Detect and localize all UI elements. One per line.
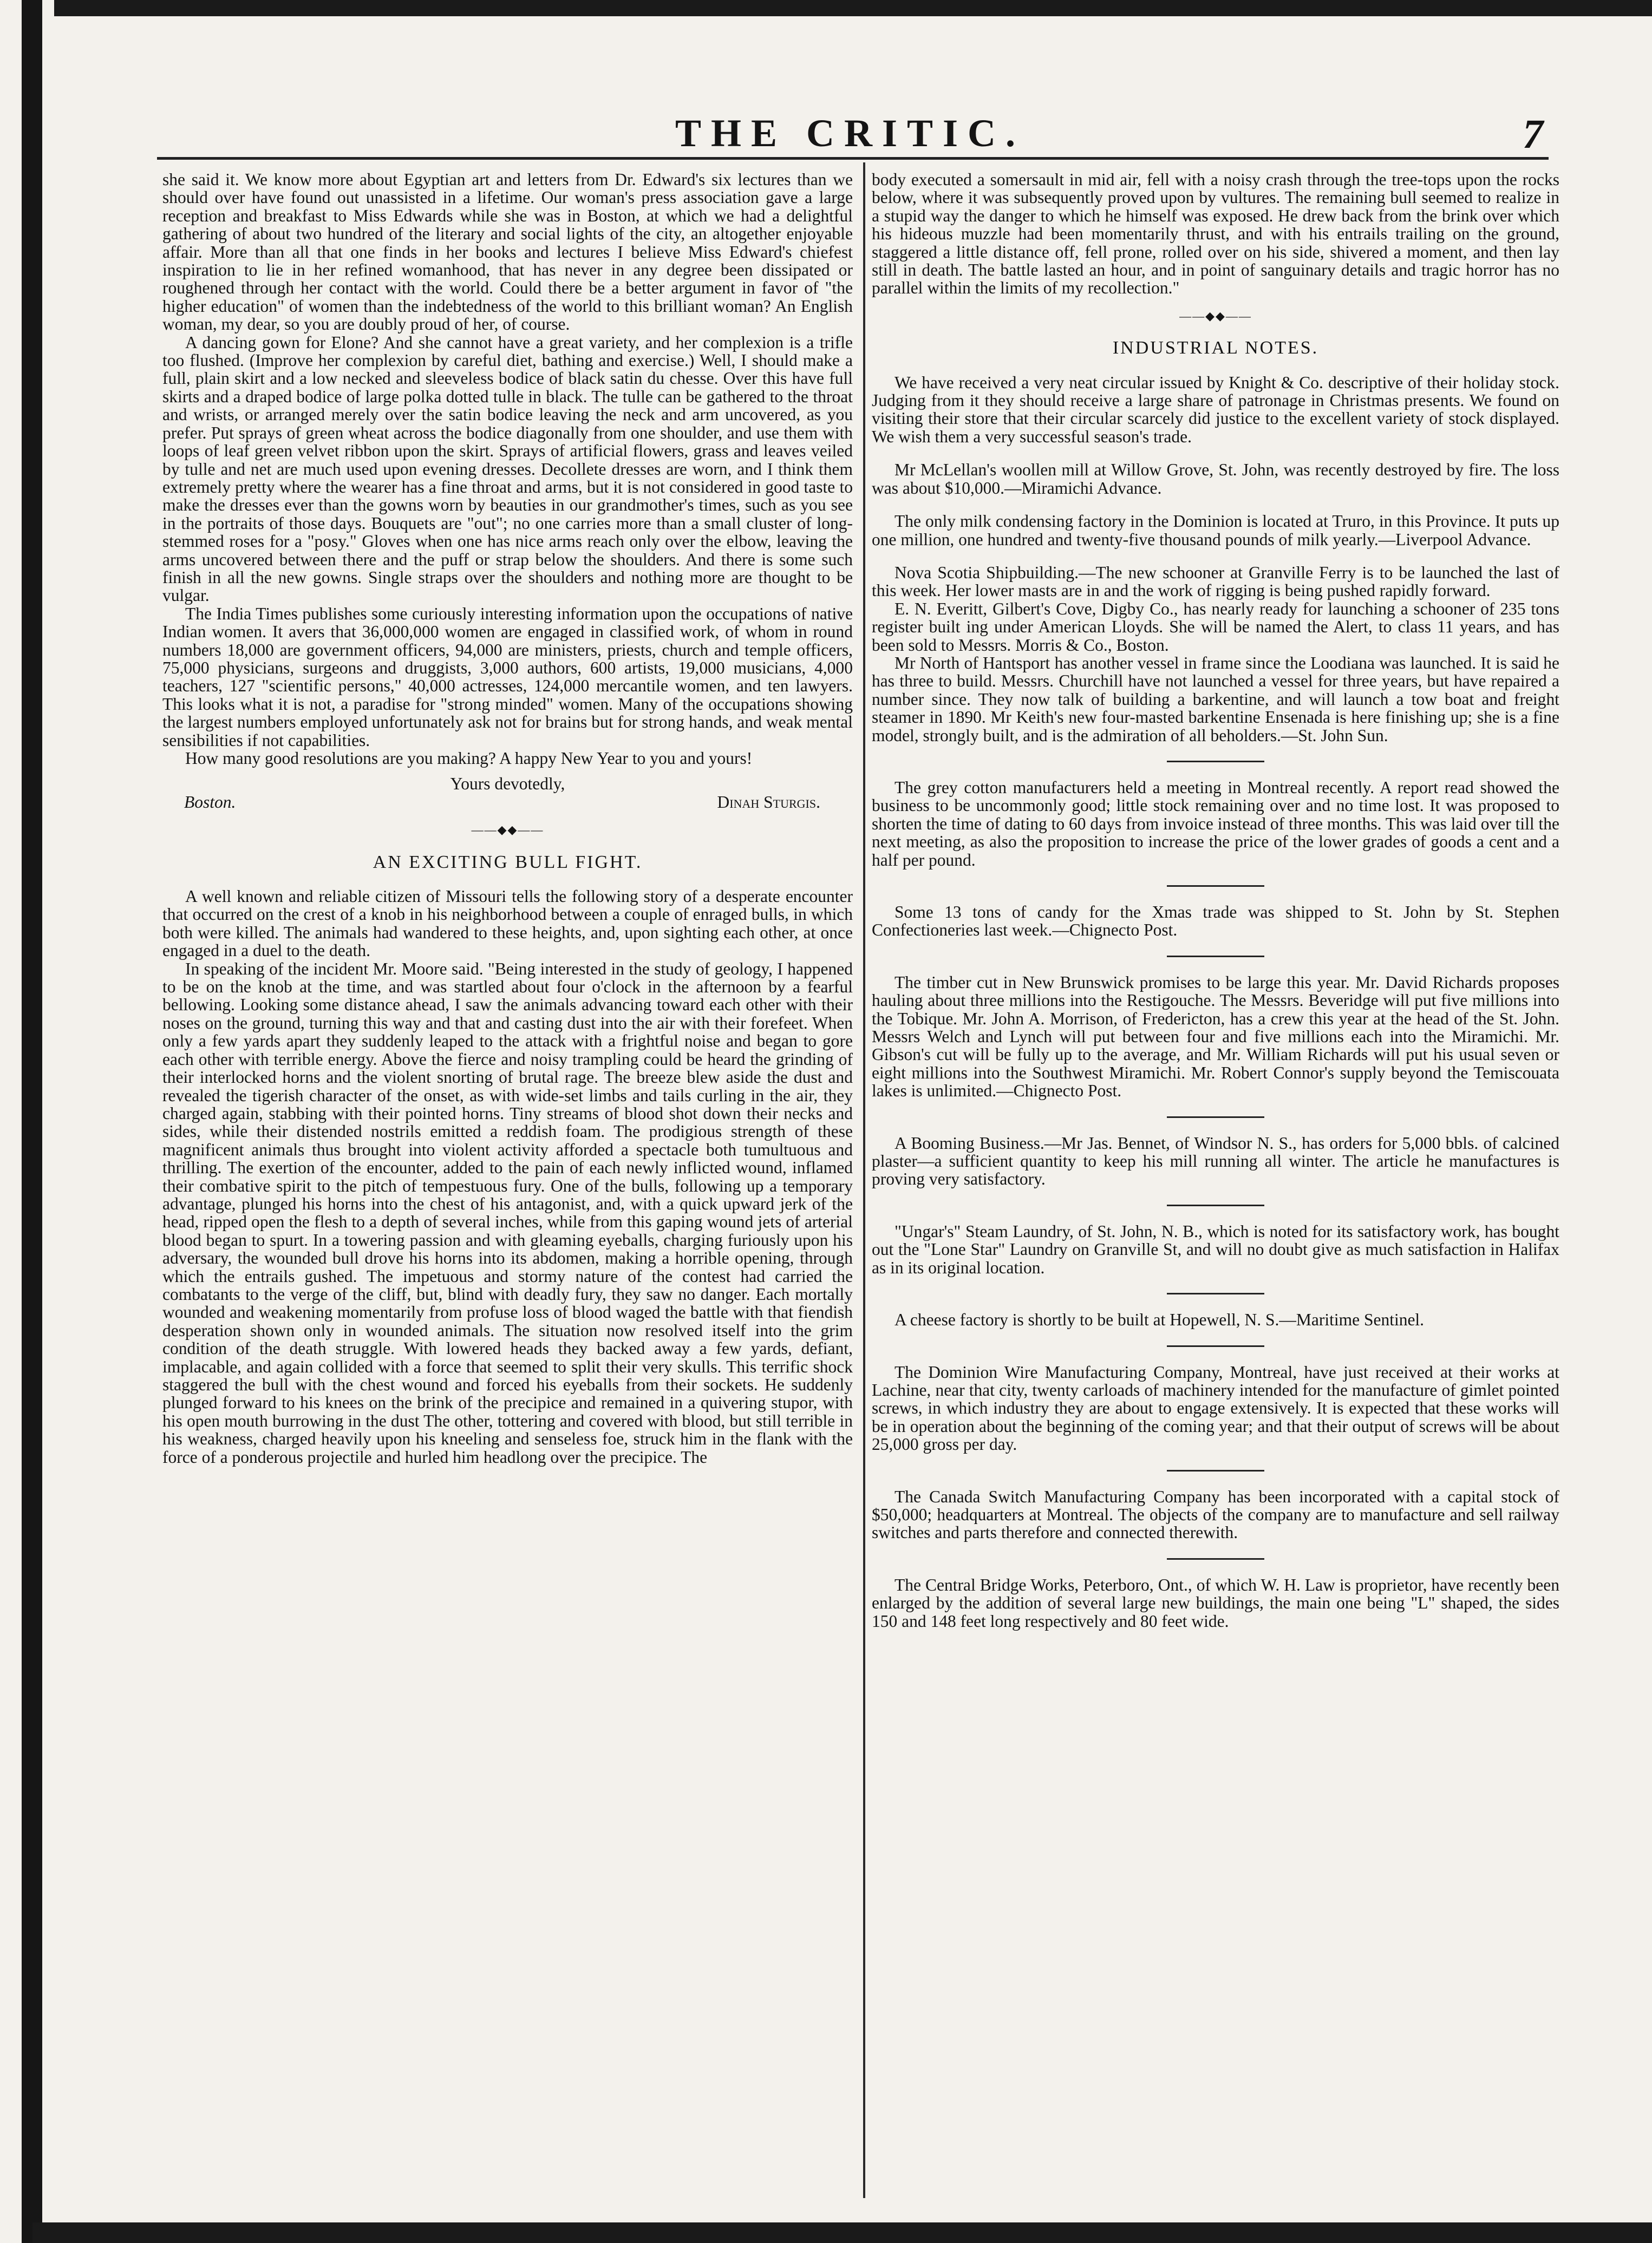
page-header [157,111,1543,157]
dateline: Boston. [184,792,236,812]
paragraph: body executed a somersault in mid air, fell with a noisy crash through the tree-tops upon the rocks below, where it was subsequently proved upon by vultures. The remaining bull seemed to realize in a stupid way the danger to which he himself was exposed. He drew back from the brink over which his hideous muzzle had been momentarily thrust, and with his entrails trailing on the ground, staggered a little distance off, fell prone, rolled over on his side, shivered a moment, and then lay still in death. The battle lasted an hour, and in point of sanguinary details and tragic horror has no parallel within the limits of my recollection." [872,170,1559,298]
note: The only milk condensing factory in the Dominion is located at Truro, in this Province. It puts up one million, one hundred and twenty-five thousand pounds of milk yearly.—Liverpool Advance. [872,512,1559,549]
signature-line [162,793,853,811]
separator [1167,1205,1264,1206]
closing: Yours devotedly, [450,774,565,794]
separator [1167,1345,1264,1347]
section-heading: INDUSTRIAL NOTES. [1112,338,1319,358]
separator [1167,1470,1264,1472]
paragraph: In speaking of the incident Mr. Moore said. "Being interested in the study of geology, I happened to be on the knob at the time, and was startled about four o'clock in the afternoon by a fearful bellowing. Looking some distance ahead, I saw the animals advancing toward each other with their noses on the ground, turning this way and that and casting dust into the air with their forefeet. When only a few yards apart they suddenly leaped to the attack with a frightful noise and began to gore each other with terrible energy. Above the fierce and noisy trampling could be heard the grinding of their interlocked horns and the violent snorting of brutal rage. The breeze blew aside the dust and revealed the tigerish character of the onset, as with wide-set limbs and tails curling in the air, they charged again, stabbing with their pointed horns. Tiny streams of blood shot down their necks and sides, while their distended nostrils emitted a reddish foam. The prodigious strength of these magnificent animals thus brought into violent activity afforded a spectacle both tumultuous and thrilling. The exertion of the encounter, added to the pain of each newly inflicted wound, inflamed their combative spirit to the pitch of tempestuous fury. One of the bulls, following up a temporary advantage, plunged his horns into the chest of his antagonist, and, with a quick upward jerk of the head, ripped open the flesh to a depth of several inches, while from this gaping wound jets of arterial blood began to spurt. In a towering passion and with gleaming eyeballs, charging furiously upon his adversary, the wounded bull drove his horns into its abdomen, making a horrible opening, through which the entrails gushed. The impetuous and stormy nature of the contest had carried the combatants to the verge of the cliff, but, blind with deadly fury, they saw no danger. Each mortally wounded and weakening momentarily from profuse loss of blood waged the battle with that fiendish desperation shown only in wounded animals. The situation now resolved itself into the grim condition of the death struggle. With lowered heads they backed away a few yards, defiant, implacable, and again collided with a force that seemed to split their very skulls. This terrific shock staggered the bull with the chest wound and forced his eyeballs from their sockets. He suddenly plunged forward to his knees on the brink of the precipice and remained in a quivering stupor, with his open mouth burrowing in the dust The other, tottering and covered with blood, but still terrible in his weakness, charged heavily upon his kneeling and senseless foe, struck him in the flank with the force of a ponderous projectile and hurled him headlong over the precipice. The [162,959,853,1467]
note: Mr North of Hantsport has another vessel in frame since the Loodiana was launched. It is said he has three to build. Messrs. Churchill have not launched a vessel for three years, but have repaired a number since. They now talk of building a barkentine, and will launch a tow boat and freight steamer in 1890. Mr Keith's new four-masted barkentine Ensenada is here finishing up; she is a fine model, strongly built, and is the admiration of all beholders.—St. John Sun. [872,653,1559,745]
paragraph: The India Times publishes some curiously interesting information upon the occupations of native Indian women. It avers that 36,000,000 women are engaged in classified work, of whom in round numbers 18,000 are government officers, 94,000 are ministers, priests, church and temple officers, 75,000 physicians, surgeons and druggists, 3,000 authors, 600 artists, 19,000 musicians, 4,000 teachers, 127 "scientific persons," 40,000 actresses, 124,000 mercantile women, and ten lawyers. This looks what it is not, a paradise for "strong minded" women. Many of the occupations showing the largest numbers employed unfortunately ask not for brains but for strong hands, and weak mental sensibilities if not capabilities. [162,604,853,750]
header-rule [157,157,1549,160]
ornament-divider: ——◆◆—— [1179,309,1252,323]
separator [1167,761,1264,762]
separator [1167,1293,1264,1294]
page-title: THE CRITIC. [675,112,1026,155]
note: The Dominion Wire Manufacturing Company, Montreal, have just received at their works at Lachine, near that city, twenty carloads of machinery intended for the manufacture of gimlet pointed screws, in which industry they are about to engage extensively. It is expected that these works will be in operation about the beginning of the coming year; and that their output of screws will be about 25,000 gross per day. [872,1362,1559,1454]
note: A cheese factory is shortly to be built at Hopewell, N. S.—Maritime Sentinel. [894,1310,1425,1330]
note: Mr McLellan's woollen mill at Willow Grove, St. John, was recently destroyed by fire. The loss was about $10,000.—Miramichi Advance. [872,460,1559,498]
note: Nova Scotia Shipbuilding.—The new schooner at Granville Ferry is to be launched the last of this week. Her lower masts are in and the work of rigging is being pushed rapidly forward. [872,563,1559,600]
separator [1167,1558,1264,1560]
section-heading: AN EXCITING BULL FIGHT. [373,852,643,872]
top-border [54,0,1652,16]
note: Some 13 tons of candy for the Xmas trade was shipped to St. John by St. Stephen Confectioneries last week.—Chignecto Post. [872,903,1559,940]
note: We have received a very neat circular issued by Knight & Co. descriptive of their holiday stock. Judging from it they should receive a large share of patronage in Christmas presents. We found on visiting their store that their circular scarcely did justice to the excellent variety of stock displayed. We wish them a very successful season's trade. [872,372,1559,446]
note: "Ungar's" Steam Laundry, of St. John, N. B., which is noted for its satisfactory work, has bought out the "Lone Star" Laundry on Granville St, and will no doubt give as much satisfaction in Halifax as in its original location. [872,1221,1559,1277]
separator [1167,1116,1264,1118]
note: The grey cotton manufacturers held a meeting in Montreal recently. A report read showed the business to be uncommonly good; little stock remaining over and no time lost. It was proposed to shorten the time of dating to 60 days from invoice instead of three months. This was laid over till the next meeting, as also the proposition to increase the price of the lower grades of goods a cent and a half per pound. [872,777,1559,869]
bottom-border [32,2222,1652,2243]
note: The Canada Switch Manufacturing Company has been incorporated with a capital stock of $50,000; headquarters at Montreal. The objects of the company are to manufacture and sell railway switches and parts therefore and connected therewith. [872,1487,1559,1542]
left-border [22,0,42,2243]
ornament-divider: ——◆◆—— [471,823,544,837]
page-number: 7 [1523,112,1543,157]
separator [1167,885,1264,887]
paragraph: she said it. We know more about Egyptian art and letters from Dr. Edward's six lectures than we should over have found out unassisted in a lifetime. Our woman's press association gave a large reception and breakfast to Miss Edwards while she was in Boston, at which we had a delightful gathering of about two hundred of the literary and social lights of the city, an altogether enjoyable affair. More than all that one finds in her books and lectures I believe Miss Edward's chiefest inspiration to lie in her refined womanhood, that has never in any degree been dissipated or roughened through her contact with the world. Could there be a better argument in favor of "the higher education" of women than the indebtedness of the world to this brilliant woman? An English woman, my dear, so you are doubly proud of her, of course. [162,170,853,334]
note: The Central Bridge Works, Peterboro, Ont., of which W. H. Law is proprietor, have recently been enlarged by the addition of several large new buildings, the main one being "L" shaped, the sides 150 and 148 feet long respectively and 80 feet wide. [872,1575,1559,1631]
note: A Booming Business.—Mr Jas. Bennet, of Windsor N. S., has orders for 5,000 bbls. of calcined plaster—a sufficient quantity to keep his mill running all winter. The article he manufactures is proving very satisfactory. [872,1133,1559,1189]
paragraph: How many good resolutions are you making? A happy New Year to you and yours! [185,749,753,768]
note: E. N. Everitt, Gilbert's Cove, Digby Co., has nearly ready for launching a schooner of 235 tons register built ing under American Lloyds. She will be named the Alert, to class 11 years, and has been sold to Messrs. Morris & Co., Boston. [872,599,1559,655]
paragraph: A well known and reliable citizen of Missouri tells the following story of a desperate encounter that occurred on the crest of a knob in his neighborhood between a couple of enraged bulls, in which both were killed. The animals had wandered to these heights, and, upon sighting each other, at once engaged in a duel to the death. [162,887,853,960]
signature: Dinah Sturgis. [717,792,820,812]
paragraph: A dancing gown for Elone? And she cannot have a great variety, and her complexion is a trifle too flushed. (Improve her complexion by careful diet, bathing and exercise.) Well, I should make a full, plain skirt and a low necked and sleeveless bodice of black satin du chesse. Over this have full skirts and a draped bodice of large polka dotted tulle in black. The tulle can be gathered to the throat and wrists, or arranged merely over the satin bodice leaving the neck and arm uncovered, as you prefer. Put sprays of green wheat across the bodice diagonally from one shoulder, and use them with loops of leaf green velvet ribbon upon the skirt. Sprays of artificial flowers, grass and leaves veiled by tulle and net are much used upon evening dresses. Decollete dresses are worn, and I think them extremely pretty where the wearer has a fine throat and arms, but it is not considered in good taste to make the dresses ever than the gowns worn by beauties in our grandmother's times, such as you see in the portraits of those days. Bouquets are "out"; no one carries more than a small cluster of long-stemmed roses for a "posy." Gloves when one has nice arms reach only over the elbow, leaving the arms uncovered between there and the puff or strap below the shoulders. And there is some such finish in all the new gowns. Single straps over the shoulders and nothing more are thought to be vulgar. [162,332,853,605]
separator [1167,956,1264,957]
left-column [162,171,853,1466]
right-column [872,171,1559,1630]
column-divider [863,162,865,2198]
note: The timber cut in New Brunswick promises to be large this year. Mr. David Richards proposes hauling about three millions into the Restigouche. The Messrs. Beveridge will put five millions into the Tobique. Mr. John A. Morrison, of Fredericton, has a crew this year at the head of the St. John. Messrs Welch and Lynch will put between four and five millions each into the Miramichi. Mr. Gibson's cut will be fully up to the average, and Mr. William Richards will put his usual seven or eight millions into the Southwest Miramichi. Mr. Robert Connor's supply beyond the Temiscouata lakes is unlimited.—Chignecto Post. [872,972,1559,1101]
